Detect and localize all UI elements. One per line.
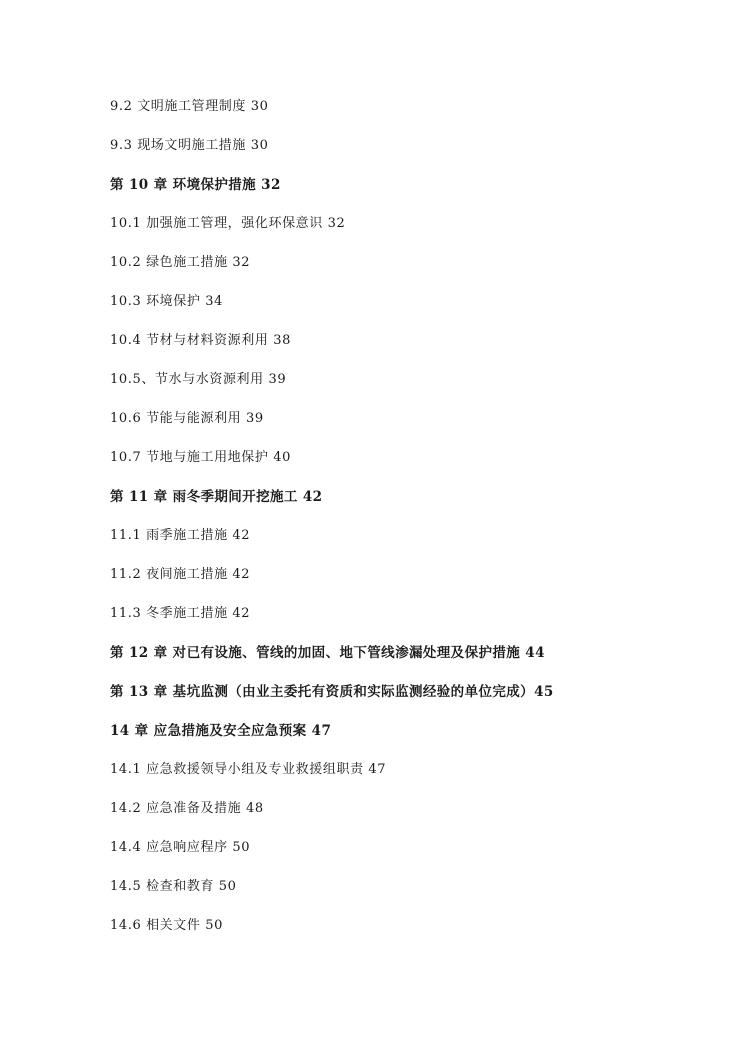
toc-entry-11-2[interactable]: 11.2 夜间施工措施 42 xyxy=(110,567,251,582)
toc-entry-10-1[interactable]: 10.1 加强施工管理，强化环保意识 32 xyxy=(110,216,346,231)
toc-entry-11-1[interactable]: 11.1 雨季施工措施 42 xyxy=(110,528,251,543)
toc-entry-10-2[interactable]: 10.2 绿色施工措施 32 xyxy=(110,255,251,270)
toc-entry-10-6[interactable]: 10.6 节能与能源利用 39 xyxy=(110,411,264,426)
toc-entry-10-4[interactable]: 10.4 节材与材料资源利用 38 xyxy=(110,333,291,348)
toc-entry-9-3[interactable]: 9.3 现场文明施工措施 30 xyxy=(110,138,269,153)
toc-entry-9-2[interactable]: 9.2 文明施工管理制度 30 xyxy=(110,99,269,114)
toc-chapter-14[interactable]: 14 章 应急措施及安全应急预案 47 xyxy=(110,723,332,739)
table-of-contents xyxy=(110,96,710,954)
toc-entry-10-3[interactable]: 10.3 环境保护 34 xyxy=(110,294,223,309)
toc-entry-10-5[interactable]: 10.5、节水与水资源利用 39 xyxy=(110,372,287,387)
toc-entry-14-2[interactable]: 14.2 应急准备及措施 48 xyxy=(110,801,264,816)
toc-entry-11-3[interactable]: 11.3 冬季施工措施 42 xyxy=(110,606,251,621)
toc-chapter-12[interactable]: 第 12 章 对已有设施、管线的加固、地下管线渗漏处理及保护措施 44 xyxy=(110,645,545,661)
toc-entry-14-1[interactable]: 14.1 应急救援领导小组及专业救援组职责 47 xyxy=(110,762,387,777)
toc-chapter-10[interactable]: 第 10 章 环境保护措施 32 xyxy=(110,177,281,193)
toc-chapter-13[interactable]: 第 13 章 基坑监测（由业主委托有资质和实际监测经验的单位完成）45 xyxy=(110,684,554,700)
toc-entry-10-7[interactable]: 10.7 节地与施工用地保护 40 xyxy=(110,450,291,465)
toc-entry-14-6[interactable]: 14.6 相关文件 50 xyxy=(110,918,223,933)
toc-entry-14-5[interactable]: 14.5 检查和教育 50 xyxy=(110,879,237,894)
toc-entry-14-4[interactable]: 14.4 应急响应程序 50 xyxy=(110,840,251,855)
toc-chapter-11[interactable]: 第 11 章 雨冬季期间开挖施工 42 xyxy=(110,489,323,505)
